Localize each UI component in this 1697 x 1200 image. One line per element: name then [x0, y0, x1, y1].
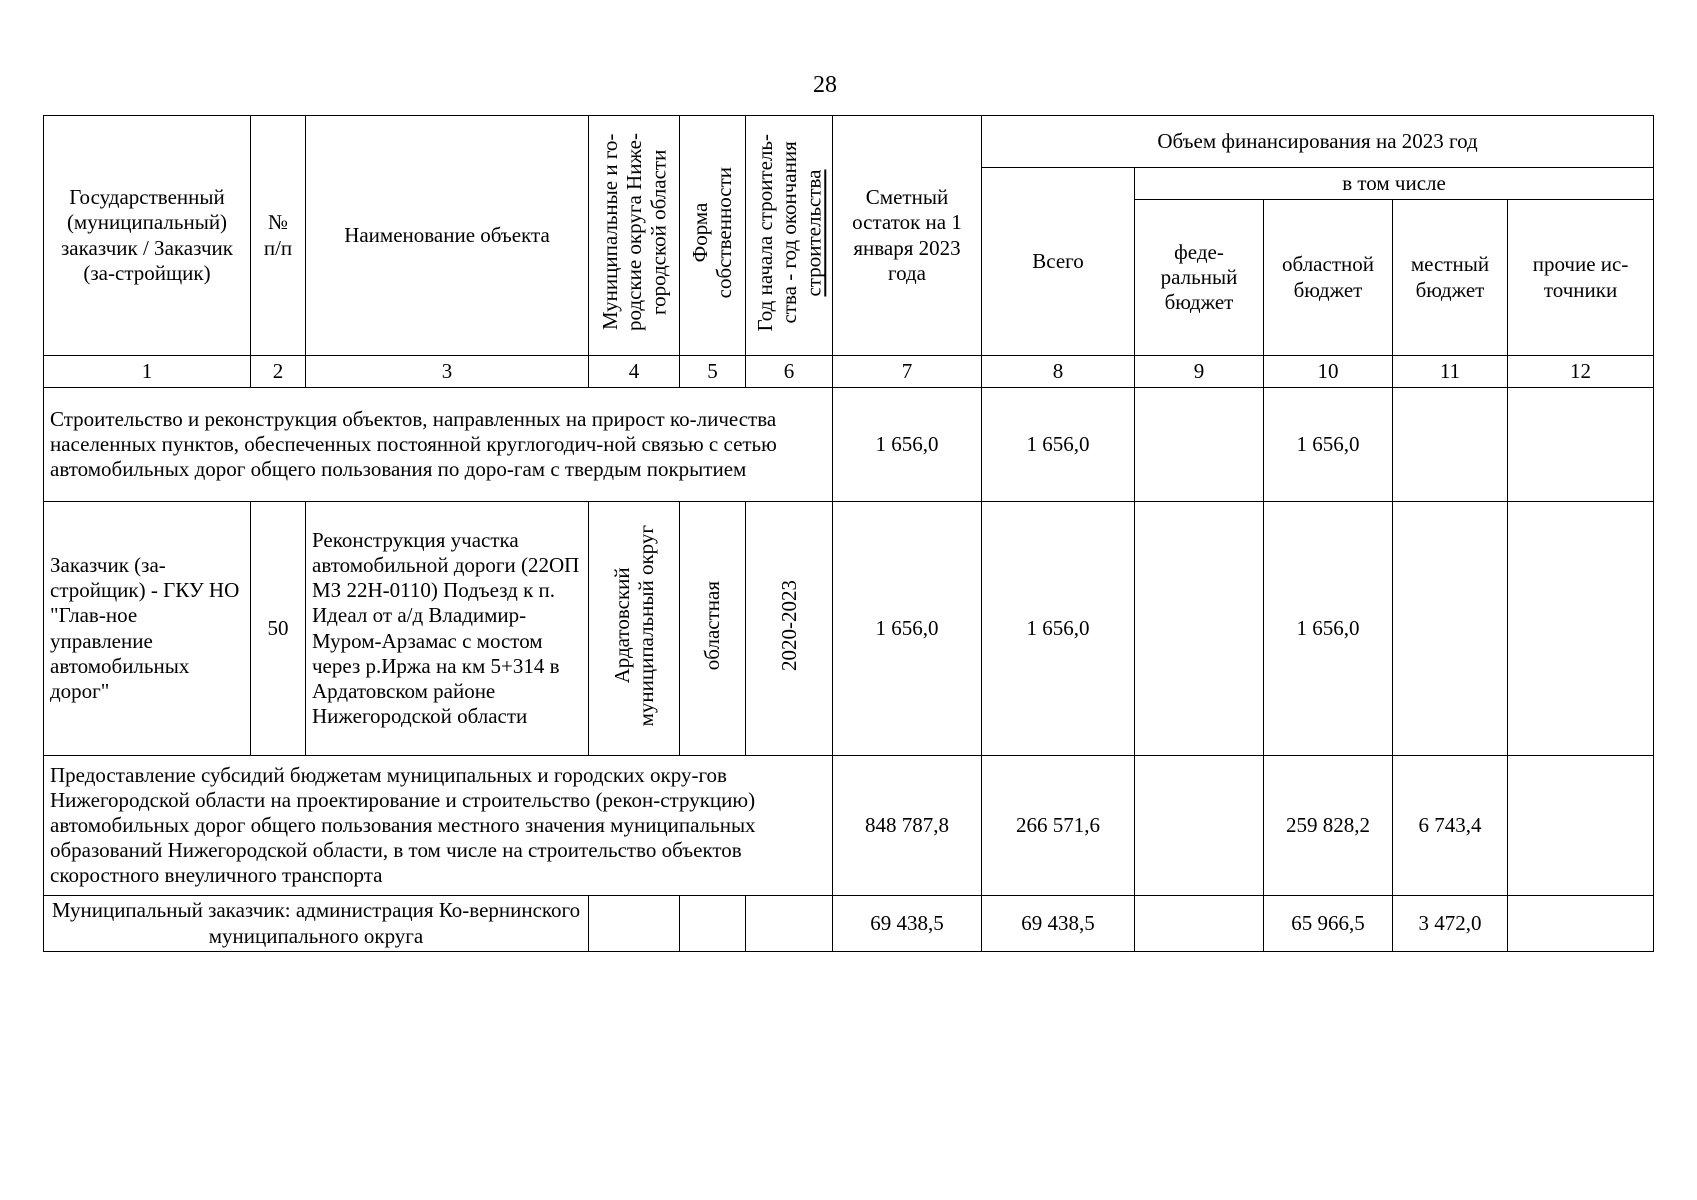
ownership-cell	[680, 502, 746, 756]
section-title: Строительство и реконструкция объектов, направленных на прирост ко-личества населенных пунктов, обеспеченных постоянной круглогодич-ной связью с сетью автомобильных дорог общего пользования по доро-гам с твердым покрытием	[44, 388, 833, 502]
municipal-customer-row	[44, 896, 1654, 952]
header-districts-line1: Муниципальные и го-	[597, 134, 622, 331]
object-name-cell: Реконструкция участка автомобильной дороги (22ОП МЗ 22Н-0110) Подъезд к п. Идеал от а/д Владимир-Муром-Арзамас с мостом через р.Иржа на км 5+314 в Ардатовском районе Нижегородской области	[306, 502, 589, 756]
column-number-row	[44, 356, 1654, 388]
district-cell	[589, 502, 680, 756]
header-including: в том числе	[1135, 168, 1654, 200]
header-object-name: Наименование объекта	[306, 116, 589, 356]
district-line1: Ардатовский	[609, 567, 634, 684]
section-row	[44, 756, 1654, 896]
header-funding: Объем финансирования на 2023 год	[982, 116, 1654, 168]
header-ownership-line2: собственности	[712, 166, 737, 299]
other-cell	[1508, 896, 1654, 952]
municipal-customer-title: Муниципальный заказчик: администрация Ко-вернинского муниципального округа	[44, 896, 589, 952]
header-ownership	[680, 116, 746, 356]
object-row	[44, 502, 1654, 756]
header-local: местный бюджет	[1393, 200, 1508, 356]
header-ownership-line1: Форма	[688, 202, 713, 263]
estimate-cell: 848 787,8	[833, 756, 982, 896]
federal-cell	[1135, 502, 1264, 756]
header-districts-line2: родские округа Ниже-	[621, 133, 646, 332]
column-number: 10	[1264, 356, 1393, 388]
header-total: Всего	[982, 168, 1135, 356]
regional-cell: 65 966,5	[1264, 896, 1393, 952]
district-line2: муниципальный округ	[634, 524, 658, 727]
regional-cell: 259 828,2	[1264, 756, 1393, 896]
header-other: прочие ис-точники	[1508, 200, 1654, 356]
header-districts	[589, 116, 680, 356]
page-number: 28	[813, 72, 837, 98]
financing-table	[43, 115, 1654, 952]
empty-cell	[680, 896, 746, 952]
header-federal: феде-ральный бюджет	[1135, 200, 1264, 356]
estimate-cell: 1 656,0	[833, 388, 982, 502]
column-number: 8	[982, 356, 1135, 388]
column-number: 9	[1135, 356, 1264, 388]
column-number: 5	[680, 356, 746, 388]
header-years-line2: ства - год окончания	[776, 141, 801, 324]
column-number: 7	[833, 356, 982, 388]
header-years	[746, 116, 833, 356]
column-number: 3	[306, 356, 589, 388]
estimate-cell: 69 438,5	[833, 896, 982, 952]
total-cell: 1 656,0	[982, 502, 1135, 756]
header-estimate: Сметный остаток на 1 января 2023 года	[833, 116, 982, 356]
total-cell: 1 656,0	[982, 388, 1135, 502]
local-cell	[1393, 502, 1508, 756]
empty-cell	[746, 896, 833, 952]
header-years-line1: Год начала строитель-	[752, 133, 777, 332]
years-text: 2020-2023	[776, 579, 801, 671]
other-cell	[1508, 502, 1654, 756]
section-title: Предоставление субсидий бюджетам муниципальных и городских окру-гов Нижегородской области на проектирование и строительство (рекон-струкцию) автомобильных дорог общего пользования местного значения муниципальных образований Нижегородской области, в том числе на строительство объектов скоростного внеуличного транспорта	[44, 756, 833, 896]
column-number: 6	[746, 356, 833, 388]
federal-cell	[1135, 756, 1264, 896]
federal-cell	[1135, 896, 1264, 952]
years-cell	[746, 502, 833, 756]
local-cell	[1393, 388, 1508, 502]
other-cell	[1508, 756, 1654, 896]
column-number: 12	[1508, 356, 1654, 388]
column-number: 11	[1393, 356, 1508, 388]
customer-cell: Заказчик (за-стройщик) - ГКУ НО "Глав-ное управление автомобильных дорог"	[44, 502, 251, 756]
number-cell: 50	[251, 502, 306, 756]
local-cell: 3 472,0	[1393, 896, 1508, 952]
header-districts-line3: городской области	[646, 149, 671, 316]
regional-cell: 1 656,0	[1264, 502, 1393, 756]
local-cell: 6 743,4	[1393, 756, 1508, 896]
column-number: 1	[44, 356, 251, 388]
header-years-line3: строительства	[801, 168, 826, 296]
ownership-text: областная	[700, 580, 725, 670]
total-cell: 69 438,5	[982, 896, 1135, 952]
regional-cell: 1 656,0	[1264, 388, 1393, 502]
column-number: 4	[589, 356, 680, 388]
section-row	[44, 388, 1654, 502]
header-number: № п/п	[251, 116, 306, 356]
estimate-cell: 1 656,0	[833, 502, 982, 756]
federal-cell	[1135, 388, 1264, 502]
header-customer: Государственный (муниципальный) заказчик / Заказчик (за-стройщик)	[44, 116, 251, 356]
column-number: 2	[251, 356, 306, 388]
header-regional: областной бюджет	[1264, 200, 1393, 356]
total-cell: 266 571,6	[982, 756, 1135, 896]
other-cell	[1508, 388, 1654, 502]
empty-cell	[589, 896, 680, 952]
